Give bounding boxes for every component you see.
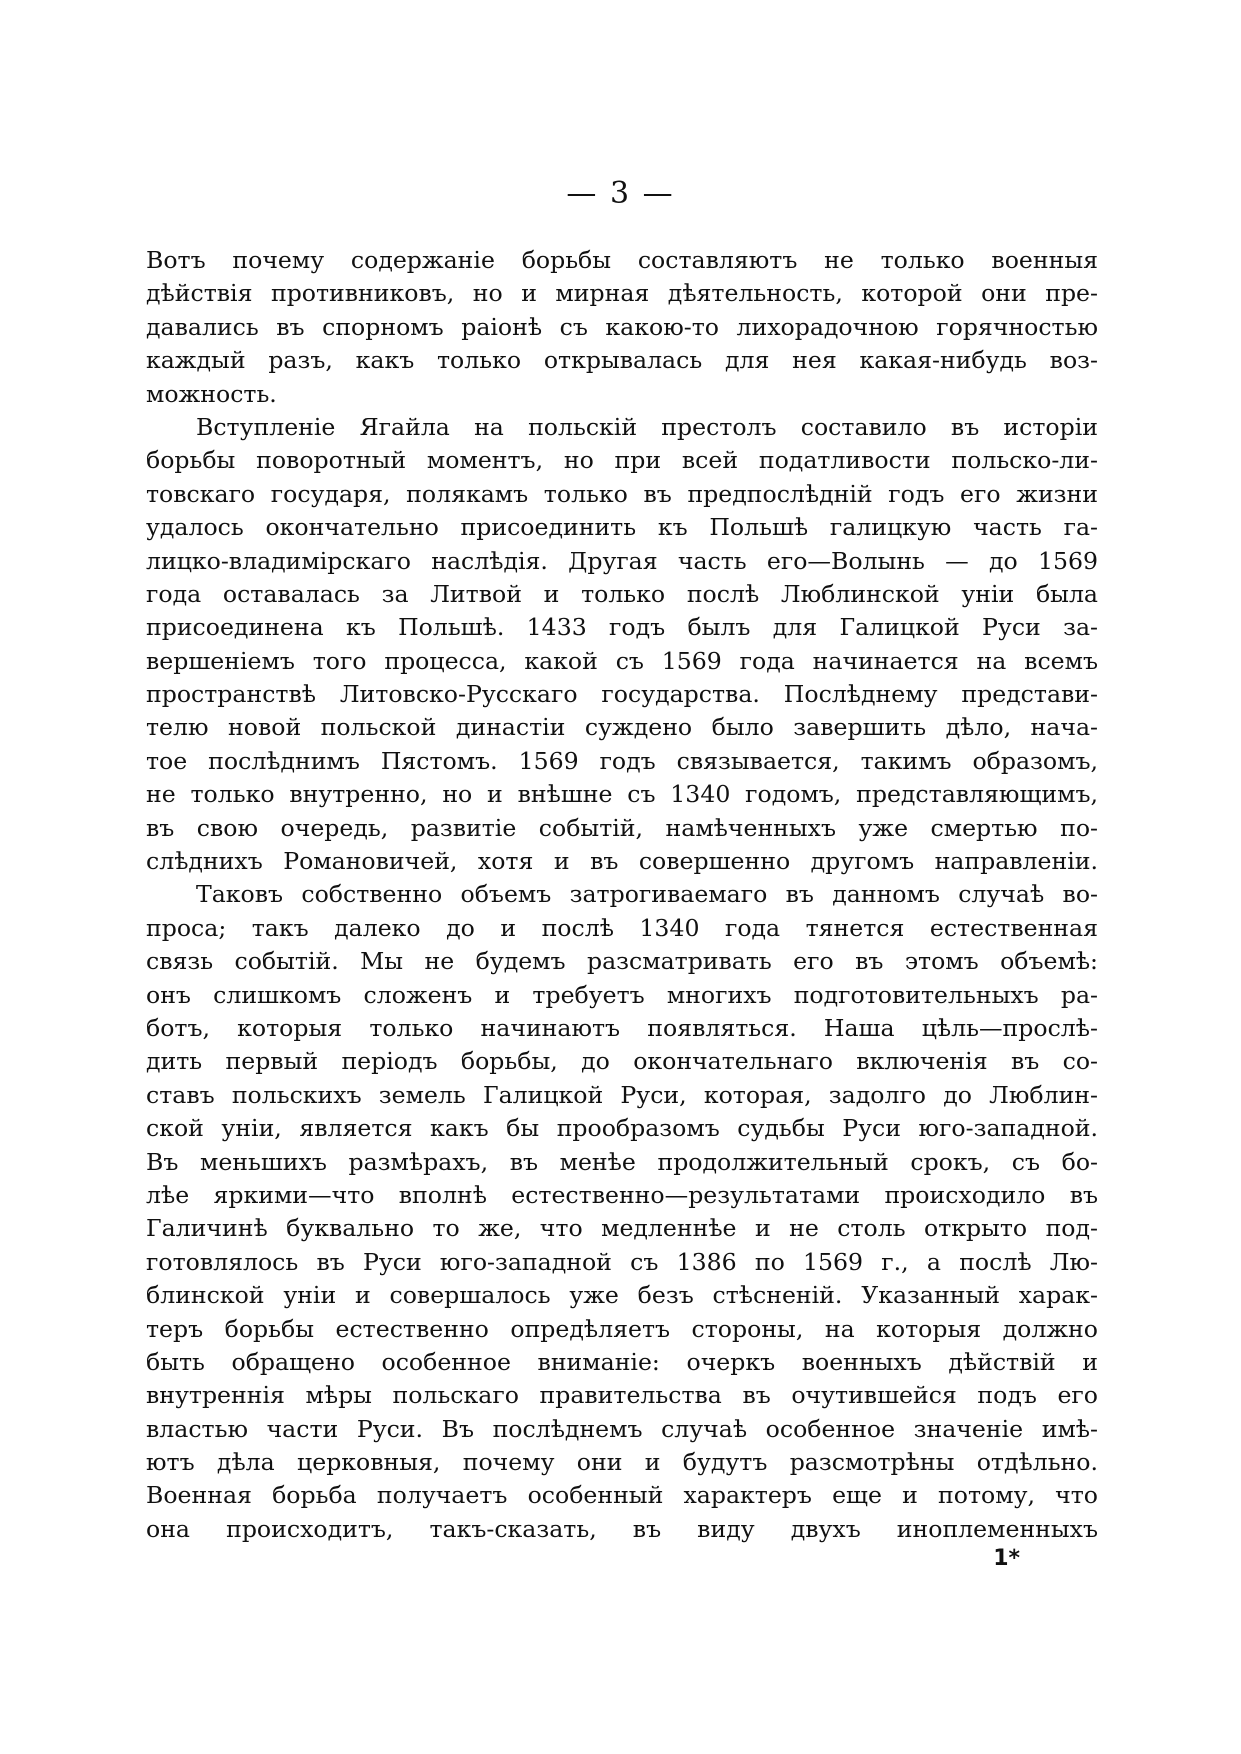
- page-number: — 3 —: [566, 176, 675, 211]
- text-line: готовлялось въ Руси юго-западной съ 1386 по 1569 г., а послѣ Лю-: [146, 1247, 1098, 1276]
- text-line: года оставалась за Литвой и только послѣ Люблинской уніи была: [146, 579, 1098, 608]
- text-line: лицко-владимірскаго наслѣдія. Другая часть его—Волынь — до 1569: [146, 546, 1098, 575]
- text-line: борьбы поворотный моментъ, но при всей податливости польско-ли-: [146, 446, 1098, 475]
- text-line: проса; такъ далеко до и послѣ 1340 года тянется естественная: [146, 913, 1098, 942]
- paragraph-first-line: Таковъ собственно объемъ затрогиваемаго въ данномъ случаѣ во-: [196, 880, 1098, 909]
- text-line: каждый разъ, какъ только открывалась для нея какая-нибудь воз-: [146, 346, 1098, 375]
- text-line: Военная борьба получаетъ особенный характеръ еще и потому, что: [146, 1481, 1098, 1510]
- text-line: онъ слишкомъ сложенъ и требуетъ многихъ подготовительныхъ ра-: [146, 980, 1098, 1009]
- text-line: не только внутренно, но и внѣшне съ 1340 годомъ, представляющимъ,: [146, 780, 1098, 809]
- text-line: блинской уніи и совершалось уже безъ стѣсненій. Указанный харак-: [146, 1281, 1098, 1310]
- body-text: [146, 244, 1098, 1546]
- text-line: быть обращено особенное вниманіе: очеркъ военныхъ дѣйствій и: [146, 1347, 1098, 1376]
- paragraph-first-line: Вступленіе Ягайла на польскій престолъ составило въ исторіи: [196, 412, 1098, 441]
- text-line: дить первый періодъ борьбы, до окончательнаго включенія въ со-: [146, 1047, 1098, 1076]
- text-line: товскаго государя, полякамъ только въ предпослѣдній годъ его жизни: [146, 479, 1098, 508]
- text-line: слѣднихъ Романовичей, хотя и въ совершенно другомъ направленіи.: [146, 847, 1098, 876]
- text-line: удалось окончательно присоединить къ Польшѣ галицкую часть га-: [146, 513, 1098, 542]
- text-line: внутреннія мѣры польскаго правительства въ очутившейся подъ его: [146, 1381, 1098, 1410]
- text-line: властью части Руси. Въ послѣднемъ случаѣ особенное значеніе имѣ-: [146, 1414, 1098, 1443]
- text-line: связь событій. Мы не будемъ разсматривать его въ этомъ объемѣ:: [146, 947, 1098, 976]
- text-line: ютъ дѣла церковныя, почему они и будутъ разсмотрѣны отдѣльно.: [146, 1448, 1098, 1477]
- text-line: ской уніи, является какъ бы прообразомъ судьбы Руси юго-западной.: [146, 1114, 1098, 1143]
- text-line: она происходитъ, такъ-сказать, въ виду двухъ иноплеменныхъ: [146, 1514, 1098, 1543]
- text-line: лѣе яркими—что вполнѣ естественно—результатами происходило въ: [146, 1180, 1098, 1209]
- text-line: Вотъ почему содержаніе борьбы составляютъ не только военныя: [146, 246, 1098, 274]
- text-line: телю новой польской династіи суждено было завершить дѣло, нача-: [146, 713, 1098, 742]
- text-line: тое послѣднимъ Пястомъ. 1569 годъ связывается, такимъ образомъ,: [146, 746, 1098, 775]
- text-line: вершеніемъ того процесса, какой съ 1569 года начинается на всемъ: [146, 646, 1098, 675]
- text-line: въ свою очередь, развитіе событій, намѣченныхъ уже смертью по-: [146, 813, 1098, 842]
- text-line: можность.: [146, 379, 277, 408]
- text-line: давались въ спорномъ раіонѣ съ какою-то лихорадочною горячностью: [146, 312, 1098, 341]
- text-line: ботъ, которыя только начинаютъ появляться. Наша цѣль—прослѣ-: [146, 1013, 1098, 1042]
- text-line: Галичинѣ буквально то же, что медленнѣе и не столь открыто под-: [146, 1214, 1098, 1243]
- text-line: Въ меньшихъ размѣрахъ, въ менѣе продолжительный срокъ, съ бо-: [146, 1147, 1098, 1176]
- text-line: дѣйствія противниковъ, но и мирная дѣятельность, которой они пре-: [146, 279, 1098, 308]
- text-line: ставъ польскихъ земель Галицкой Руси, которая, задолго до Люблин-: [146, 1080, 1098, 1109]
- text-line: теръ борьбы естественно опредѣляетъ стороны, на которыя должно: [146, 1314, 1098, 1343]
- text-line: пространствѣ Литовско-Русскаго государства. Послѣднему представи-: [146, 680, 1098, 709]
- sheet-signature: 1*: [993, 1546, 1020, 1571]
- text-line: присоединена къ Польшѣ. 1433 годъ былъ для Галицкой Руси за-: [146, 613, 1098, 642]
